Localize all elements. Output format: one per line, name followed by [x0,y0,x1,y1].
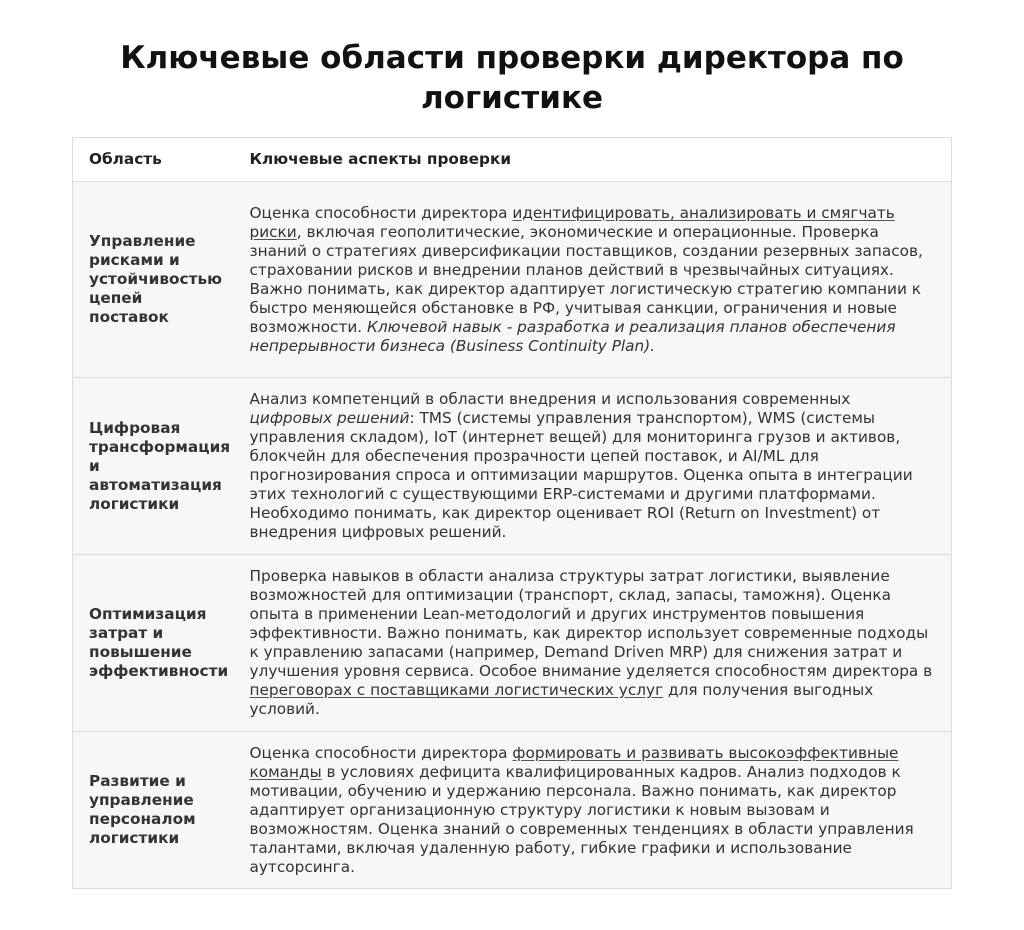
area-cell: Управление рисками и устойчивостью цепей поставок [73,182,234,378]
aspect-text: Проверка навыков в области анализа структуры затрат логистики, выявление возможностей для оптимизации (транспорт, склад, запасы, таможня). Оценка опыта в применении Lean-методологий и других инструментов повышения эффективности. Важно понимать, как директор использует современные подходы к управлению запасами (например, Demand Driven MRP) для снижения затрат и улучшения уровня сервиса. Особое внимание уделяется способностям директора в [249,567,933,680]
aspect-text: в условиях дефицита квалифицированных кадров. Анализ подходов к мотивации, обучению и удержанию персонала. Важно понимать, как директор адаптирует организационную структуру логистики к новым вызовам и возможностям. Оценка знаний о современных тенденциях в области управления талантами, включая удаленную работу, гибкие графики и использование аутсорсинга. [249,762,914,876]
table-row [73,378,952,555]
underlined-phrase: формировать и развивать высокоэффективные команды [249,743,899,781]
aspect-text: , включая геополитические, экономические и операционные. Проверка знаний о стратегиях диверсификации поставщиков, создании резервных запасов, страховании рисков и внедрении планов действий в чрезвычайных ситуациях. Важно понимать, как директор адаптирует логистическую стратегию компании к быстро меняющейся обстановке в РФ, учитывая санкции, ограничения и новые возможности. [249,222,923,336]
area-cell: Развитие и управление персоналом логистики [73,732,234,889]
key-areas-table [72,137,952,889]
aspect-text: : TMS (системы управления транспортом), WMS (системы управления складом), IoT (интернет вещей) для мониторинга грузов и активов, блокчейн для обеспечения прозрачности цепей поставок, и AI/ML для прогнозирования спроса и оптимизации маршрутов. Оценка опыта в интеграции этих технологий с существующими ERP-системами и другими платформами. Необходимо понимать, как директор оценивает ROI (Return on Investment) от внедрения цифровых решений. [249,409,913,541]
table-row [73,182,952,378]
header-aspects: Ключевые аспекты проверки [234,138,952,182]
table-row [73,555,952,732]
aspects-cell [234,555,952,732]
header-area: Область [73,138,234,182]
table-header-row [73,138,952,182]
aspect-text: Оценка способности директора [249,743,513,762]
area-cell: Оптимизация затрат и повышение эффективности [73,555,234,732]
aspect-text: для получения выгодных условий. [249,681,874,718]
page-title: Ключевые области проверки директора по логистике [120,40,904,116]
aspects-cell [234,378,952,555]
aspects-cell [234,732,952,889]
aspects-cell [234,182,952,378]
italic-phrase: Ключевой навык - разработка и реализация планов обеспечения непрерывности бизнеса (Business Continuity Plan). [249,317,896,355]
underlined-phrase: идентифицировать, анализировать и смягчать риски [249,203,895,241]
area-cell: Цифровая трансформация и автоматизация логистики [73,378,234,555]
aspect-text: Оценка способности директора [249,203,513,222]
table-row [73,732,952,889]
underlined-phrase: переговорах с поставщиками логистических услуг [249,681,664,699]
aspect-text: Анализ компетенций в области внедрения и использования современных [249,390,851,408]
italic-phrase: цифровых решений [249,409,410,427]
